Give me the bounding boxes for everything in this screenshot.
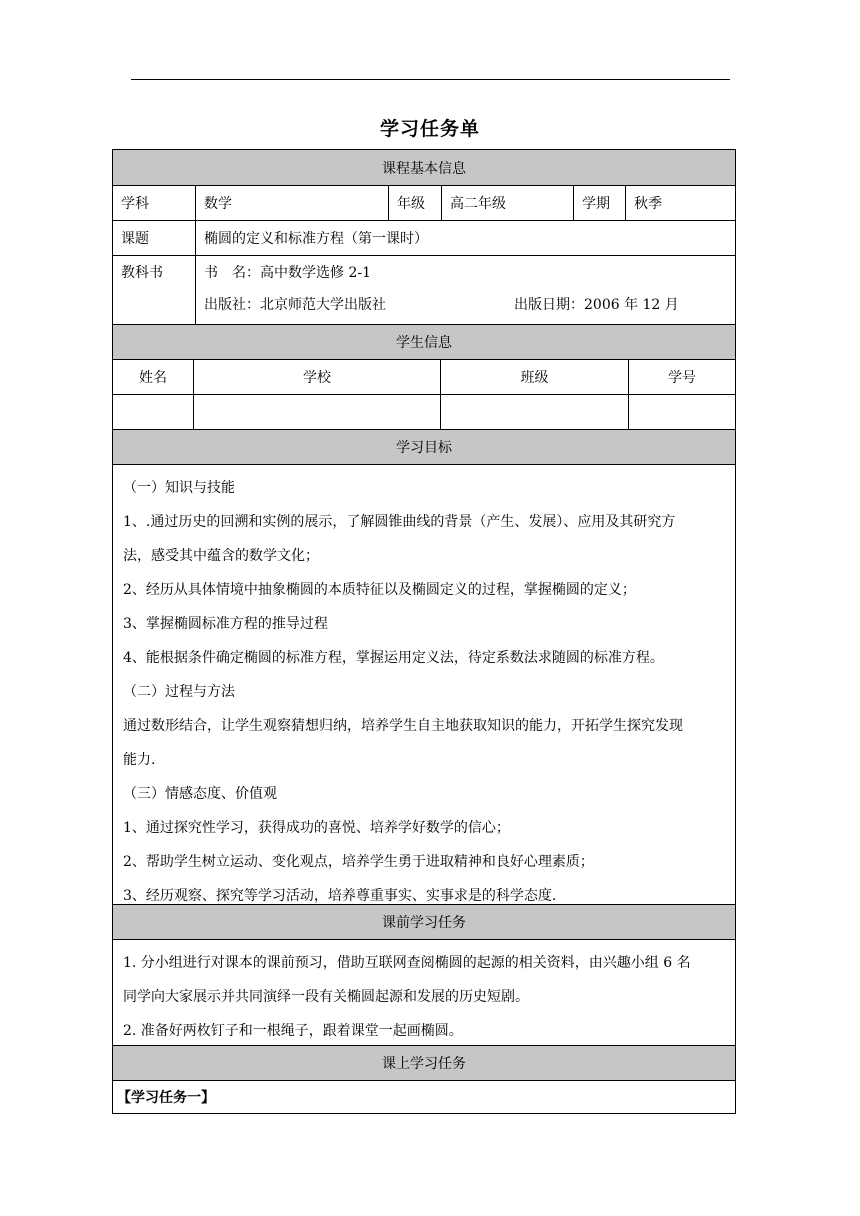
objectives-line: 2、帮助学生树立运动、变化观点，培养学生勇于进取精神和良好心理素质；: [123, 854, 594, 870]
objectives-content: [113, 464, 735, 904]
textbook-label: 教科书: [121, 265, 163, 281]
subject-row: [113, 185, 735, 220]
grade-label: 年级: [388, 186, 441, 220]
task-one-label: 【学习任务一】: [117, 1090, 215, 1106]
in-class-task-row: [113, 1080, 735, 1113]
objectives-header-text: 学习目标: [396, 440, 452, 456]
objectives-line: 4、能根据条件确定椭圆的标准方程，掌握运用定义法，待定系数法求随圆的标准方程。: [123, 650, 664, 666]
school-field[interactable]: [193, 395, 440, 429]
objectives-line: 1、通过探究性学习，获得成功的喜悦、培养学好数学的信心；: [123, 820, 510, 836]
student-id-field[interactable]: [628, 395, 735, 429]
student-info-header-text: 学生信息: [396, 335, 452, 351]
publisher: 出版社：北京师范大学出版社: [204, 297, 386, 313]
pre-class-line: 2. 准备好两枚钉子和一根绳子，跟着课堂一起画椭圆。: [123, 1023, 463, 1039]
pre-class-line: 同学向大家展示并共同演绎一段有关椭圆起源和发展的历史短剧。: [123, 989, 529, 1005]
in-class-header: [113, 1045, 735, 1080]
in-class-header-text: 课上学习任务: [382, 1056, 466, 1072]
student-info-columns: [113, 359, 735, 394]
term-label: 学期: [573, 186, 625, 220]
grade-value: 高二年级: [441, 186, 573, 220]
textbook-row: [113, 255, 735, 324]
subject-label: 学科: [121, 196, 149, 212]
term-value: 秋季: [625, 186, 735, 220]
column-name: 姓名: [139, 370, 167, 386]
publisher-row: [204, 288, 735, 322]
pre-class-header-text: 课前学习任务: [382, 915, 466, 931]
objectives-line: 1、.通过历史的回溯和实例的展示，了解圆锥曲线的背景（产生、发展）、应用及其研究方: [123, 514, 676, 530]
topic-value: 椭圆的定义和标准方程（第一课时）: [195, 221, 735, 255]
objectives-line: 能力.: [123, 752, 156, 768]
publication-date: 出版日期：2006 年 12 月: [514, 297, 679, 313]
topic-label: 课题: [121, 231, 149, 247]
course-info-header-text: 课程基本信息: [382, 160, 466, 177]
course-info-header: [113, 150, 735, 185]
column-student-id: 学号: [628, 360, 735, 394]
task-sheet-table: [112, 149, 736, 1114]
student-info-blank-row: [113, 394, 735, 429]
header-rule: [131, 79, 730, 80]
objectives-header: [113, 429, 735, 464]
objectives-line: 法，感受其中蕴含的数学文化；: [123, 548, 319, 564]
textbook-details: [195, 256, 735, 324]
objectives-line: 3、经历观察、探究等学习活动，培养尊重事实、实事求是的科学态度.: [123, 888, 557, 904]
column-class: 班级: [440, 360, 628, 394]
class-field[interactable]: [440, 395, 628, 429]
subject-value: 数学: [195, 186, 388, 220]
name-field[interactable]: [113, 395, 193, 429]
objectives-line: （二）过程与方法: [123, 684, 235, 700]
topic-row: [113, 220, 735, 255]
objectives-line: 2、经历从具体情境中抽象椭圆的本质特征以及椭圆定义的过程，掌握椭圆的定义；: [123, 582, 636, 598]
column-school: 学校: [193, 360, 440, 394]
document-title: 学习任务单: [379, 118, 480, 140]
student-info-header: [113, 324, 735, 359]
objectives-line: （三）情感态度、价值观: [123, 786, 277, 802]
textbook-name: 书 名：高中数学选修 2-1: [204, 265, 371, 281]
pre-class-content: [113, 939, 735, 1045]
objectives-line: 通过数形结合，让学生观察猜想归纳，培养学生自主地获取知识的能力，开拓学生探究发现: [123, 718, 683, 734]
objectives-line: 3、掌握椭圆标准方程的推导过程: [123, 616, 328, 632]
pre-class-line: 1. 分小组进行对课本的课前预习，借助互联网查阅椭圆的起源的相关资料，由兴趣小组 6 名: [123, 955, 691, 971]
objectives-line: （一）知识与技能: [123, 480, 235, 496]
